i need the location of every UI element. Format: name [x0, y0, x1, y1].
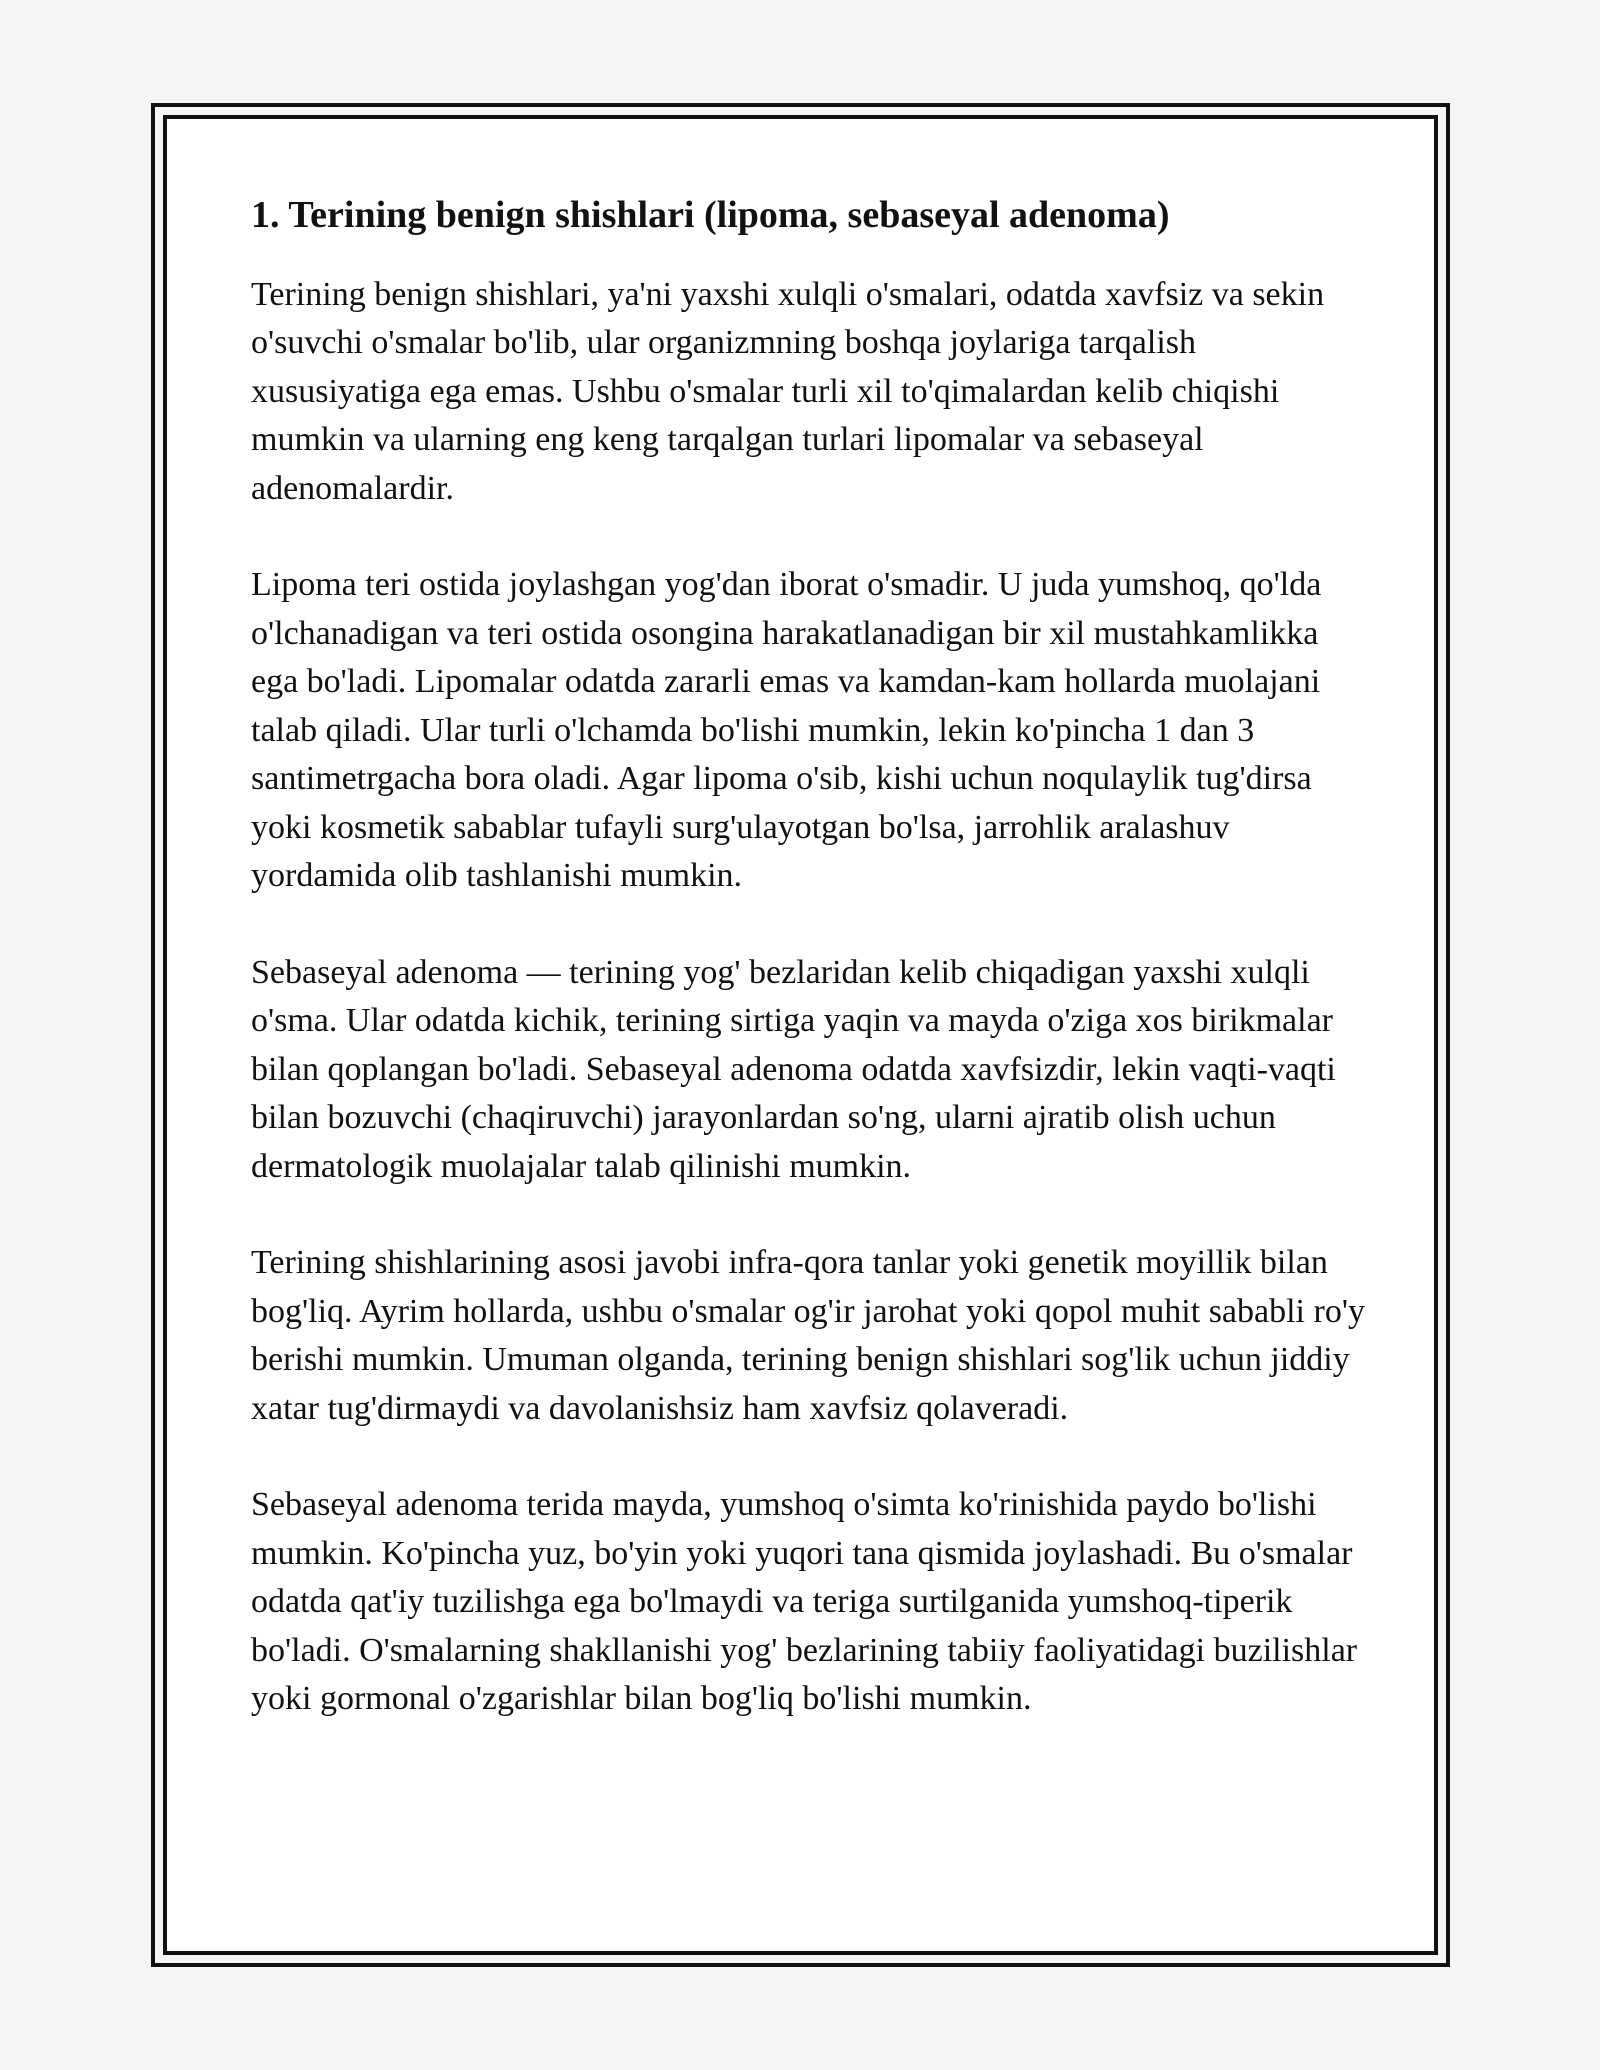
page-frame-outer: [151, 103, 1450, 1967]
paragraph-intro: Terining benign shishlari, ya'ni yaxshi xulqli o'smalari, odatda xavfsiz va sekin o'suvchi o'smalar bo'lib, ular organizmning boshqa joylariga tarqalish xususiyatiga ega emas. Ushbu o'smalar turli xil to'qimalardan kelib chiqishi mumkin va ularning eng keng tarqalgan turlari lipomalar va sebaseyal adenomalardir.: [251, 275, 1325, 507]
section-heading: 1. Terining benign shishlari (lipoma, sebaseyal adenoma): [251, 194, 1170, 236]
document-content: [251, 193, 1374, 1772]
paragraph-causes: Terining shishlarining asosi javobi infra-qora tanlar yoki genetik moyillik bilan bog'liq. Ayrim hollarda, ushbu o'smalar og'ir jarohat yoki qopol muhit sababli ro'y berishi mumkin. Umuman olganda, terining benign shishlari sog'lik uchun jiddiy xatar tug'dirmaydi va davolanishsiz ham xavfsiz qolaveradi.: [251, 1244, 1365, 1427]
paragraph-lipoma: Lipoma teri ostida joylashgan yog'dan iborat o'smadir. U juda yumshoq, qo'lda o'lchanadigan va teri ostida osongina harakatlanadigan bir xil mustahkamlikka ega bo'ladi. Lipomalar odatda zararli emas va kamdan-kam hollarda muolajani talab qiladi. Ular turli o'lchamda bo'lishi mumkin, lekin ko'pincha 1 dan 3 santimetrgacha bora oladi. Agar lipoma o'sib, kishi uchun noqulaylik tug'dirsa yoki kosmetik sabablar tufayli surg'ulayotgan bo'lsa, jarrohlik aralashuv yordamida olib tashlanishi mumkin.: [251, 566, 1322, 895]
page-frame-inner: [163, 115, 1438, 1955]
paragraph-sebaceous-adenoma: Sebaseyal adenoma — terining yog' bezlaridan kelib chiqadigan yaxshi xulqli o'sma. Ular odatda kichik, terining sirtiga yaqin va mayda o'ziga xos birikmalar bilan qoplangan bo'ladi. Sebaseyal adenoma odatda xavfsizdir, lekin vaqti-vaqti bilan bozuvchi (chaqiruvchi) jarayonlardan so'ng, ularni ajratib olish uchun dermatologik muolajalar talab qilinishi mumkin.: [251, 953, 1336, 1185]
paragraph-appearance: Sebaseyal adenoma terida mayda, yumshoq o'simta ko'rinishida paydo bo'lishi mumkin. Ko'pincha yuz, bo'yin yoki yuqori tana qismida joylashadi. Bu o'smalar odatda qat'iy tuzilishga ega bo'lmaydi va teriga surtilganida yumshoq-tiperik bo'ladi. O'smalarning shakllanishi yog' bezlarining tabiiy faoliyatidagi buzilishlar yoki gormonal o'zgarishlar bilan bog'liq bo'lishi mumkin.: [251, 1486, 1358, 1718]
